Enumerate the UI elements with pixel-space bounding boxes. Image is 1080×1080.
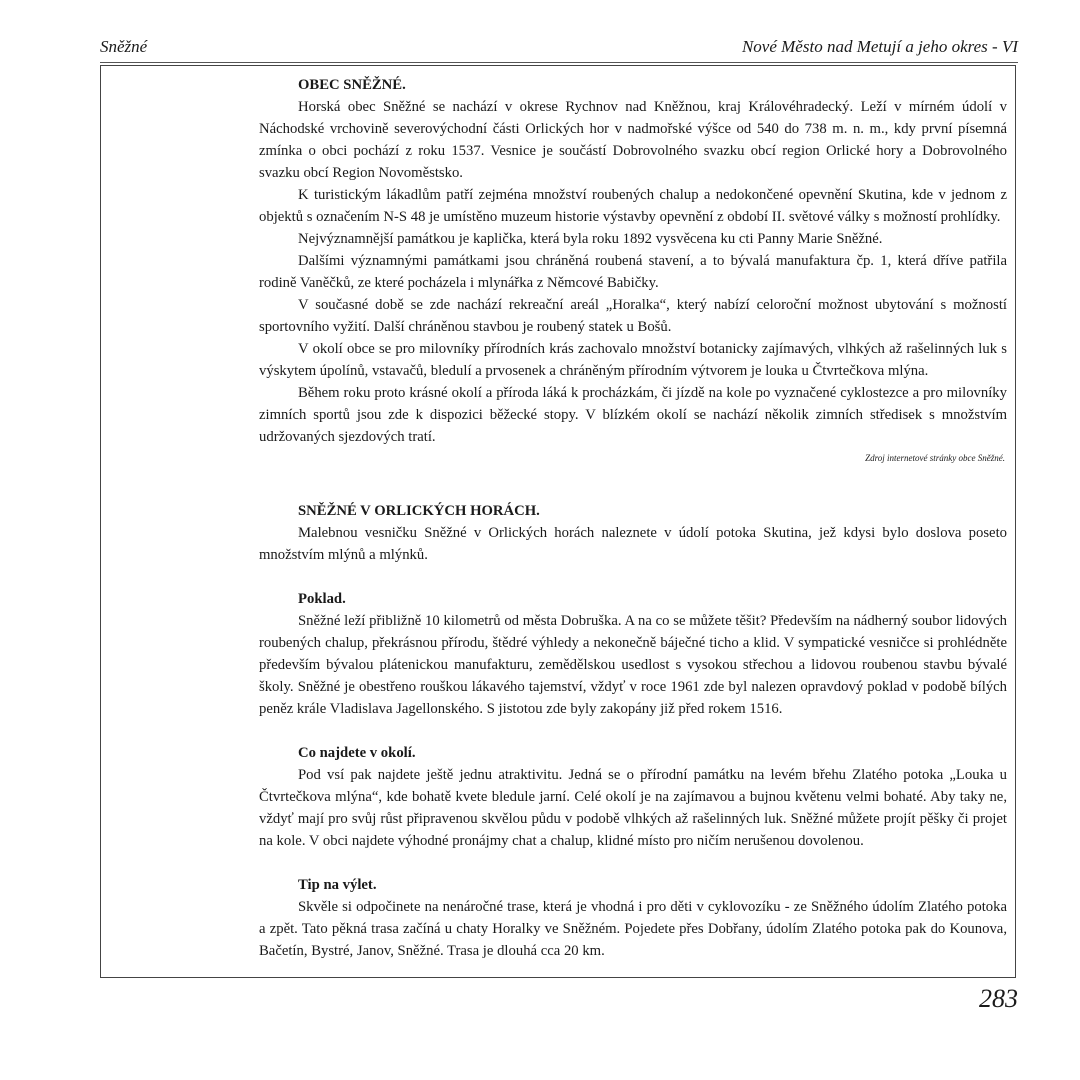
- section-heading-tip: Tip na výlet.: [298, 877, 377, 893]
- spacer: [259, 566, 1007, 588]
- paragraph: Sněžné leží přibližně 10 kilometrů od města Dobruška. A na co se můžete těšit? Především na nádherný soubor lidových roubených chalup, překrásnou přírodu, štědré výhledy a nekonečně báječné ticho a klid. V sympatické vesničce si prohlédněte především bývalou plátenickou manufakturu, zemědělskou usedlost s vysokou střechou a lidovou roubenou stavbu bývalé školy. Sněžné je obestřeno rouškou lákavého tajemství, vždyť v roce 1961 zde byl nalezen opravdový poklad v podobě bílých peněz krále Vladislava Jagellonského. S jistotou zde byly zakopány již před rokem 1516.: [259, 613, 1007, 717]
- paragraph: Horská obec Sněžné se nachází v okrese Rychnov nad Kněžnou, kraj Královéhradecký. Leží v mírném údolí v Náchodské vrchovině severovýchodní části Orlických hor v nadmořské výšce od 540 do 738 m. n. m., kdy první písemná zmínka o obci pochází z roku 1537. Vesnice je součástí Dobrovolného svazku obcí region Orlické hory a Dobrovolného svazku obcí Region Novoměstsko.: [259, 99, 1007, 181]
- page-number: 283: [979, 984, 1018, 1013]
- source-note: Zdroj internetové stránky obce Sněžné.: [865, 453, 1005, 463]
- paragraph: Skvěle si odpočinete na nenáročné trase, která je vhodná i pro děti v cyklovozíku - ze Sněžného údolím Zlatého potoka a zpět. Tato pěkná trasa začíná u chaty Horalky ve Sněžném. Pojedete přes Dobřany, údolím Zlatého potoka pak do Kounova, Bačetín, Bystré, Janov, Sněžné. Trasa je dlouhá cca 20 km.: [259, 899, 1007, 959]
- running-header-right: Nové Město nad Metují a jeho okres - VI: [741, 37, 1018, 56]
- paragraph: V okolí obce se pro milovníky přírodních krás zachovalo množství botanicky zajímavých, vlhkých až rašelinných luk s výskytem úpolínů, vstavačů, bledulí a prvosenek a chráněným přírodním výtvorem je louka u Čtvrtečkova mlýna.: [259, 341, 1007, 379]
- running-header-left: Sněžné: [100, 37, 148, 56]
- paragraph: Během roku proto krásné okolí a příroda láká k procházkám, či jízdě na kole po vyznačené cyklostezce a pro milovníky zimních sportů jsou zde k dispozici běžecké stopy. V blízkém okolí se nachází několik zimních středisek s množstvím udržovaných sjezdových tratí.: [259, 385, 1007, 445]
- paragraph: K turistickým lákadlům patří zejména množství roubených chalup a nedokončené opevnění Skutina, kde v jednom z objektů s označením N-S 48 je umístěno muzeum historie výstavby opevnění z období II. světové války s možností prohlídky.: [259, 187, 1007, 225]
- section-heading-orlicke-hory: SNĚŽNÉ V ORLICKÝCH HORÁCH.: [298, 503, 540, 519]
- header-rule: [100, 62, 1018, 63]
- paragraph: Malebnou vesničku Sněžné v Orlických horách naleznete v údolí potoka Skutina, jež kdysi bylo doslova poseto množstvím mlýnů a mlýnků.: [259, 525, 1007, 563]
- article-body: [259, 74, 1007, 962]
- paragraph: V současné době se zde nachází rekreační areál „Horalka“, který nabízí celoroční možnost ubytování s možností sportovního vyžití. Další chráněnou stavbou je roubený statek u Bošů.: [259, 297, 1007, 335]
- section-heading-okoli: Co najdete v okolí.: [298, 745, 416, 761]
- paragraph: Nejvýznamnější památkou je kaplička, která byla roku 1892 vysvěcena ku cti Panny Marie Sněžné.: [298, 231, 883, 247]
- spacer: [259, 720, 1007, 742]
- spacer: [259, 852, 1007, 874]
- paragraph: Dalšími významnými památkami jsou chráněná roubená stavení, a to bývalá manufaktura čp. 1, která dříve patřila rodině Vaněčků, ze které pocházela i mlynářka z Němcové Babičky.: [259, 253, 1007, 291]
- paragraph: Pod vsí pak najdete ještě jednu atraktivitu. Jedná se o přírodní památku na levém břehu Zlatého potoka „Louka u Čtvrtečkova mlýna“, kde bohatě kvete bledule jarní. Celé okolí je na zajímavou a bujnou květenu velmi bohaté. Aby taky ne, vždyť mají pro svůj růst připravenou skvělou půdu v podobě vlhkých až rašelinných luk. Sněžné můžete projít pěšky či projet na kole. V obci najdete výhodné pronájmy chat a chalup, klidné místo pro ničím nerušenou dovolenou.: [259, 767, 1007, 849]
- section-heading-poklad: Poklad.: [298, 591, 346, 607]
- section-heading-obec: OBEC SNĚŽNÉ.: [298, 77, 406, 93]
- spacer: [259, 464, 1007, 500]
